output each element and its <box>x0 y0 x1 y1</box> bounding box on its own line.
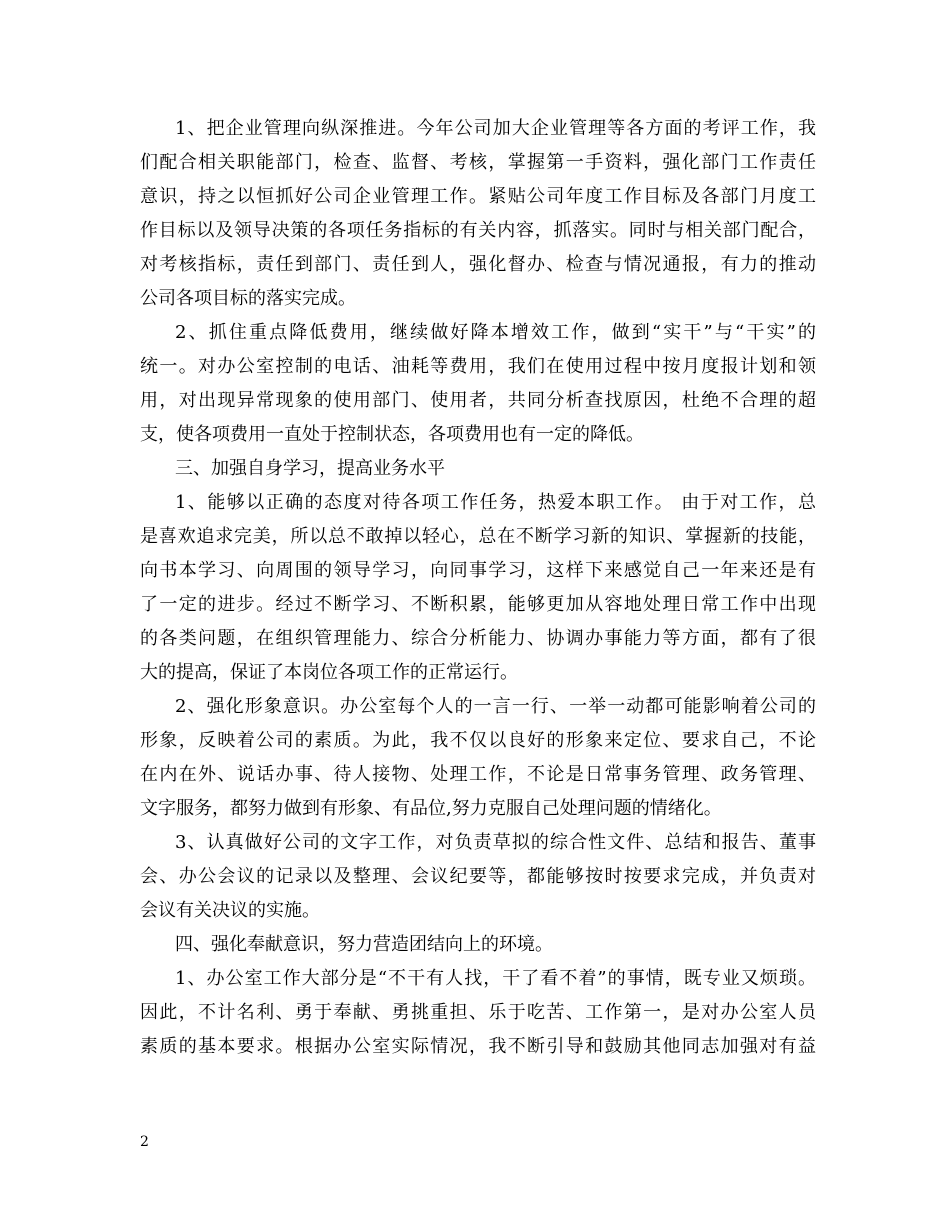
text-line: 会、办公会议的记录以及整理、会议纪要等，都能够按时按要求完成，并负责对 <box>140 866 816 887</box>
text-line: 2、强化形象意识。办公室每个人的一言一行、一举一动都可能影响着公司的 <box>175 696 816 717</box>
text-line: 3、认真做好公司的文字工作，对负责草拟的综合性文件、总结和报告、董事 <box>175 832 816 853</box>
text-line: 形象，反映着公司的素质。为此，我不仅以良好的形象来定位、要求自己，不论 <box>140 730 816 751</box>
text-line: 1、把企业管理向纵深推进。今年公司加大企业管理等各方面的考评工作，我 <box>175 118 816 139</box>
text-line: 向书本学习、向周围的领导学习，向同事学习，这样下来感觉自己一年来还是有 <box>140 560 816 581</box>
text-line: 意识，持之以恒抓好公司企业管理工作。紧贴公司年度工作目标及各部门月度工 <box>140 186 816 207</box>
section-heading: 三、加强自身学习，提高业务水平 <box>175 458 445 479</box>
text-line: 用，对出现异常现象的使用部门、使用者，共同分析查找原因，杜绝不合理的超 <box>140 390 816 411</box>
text-line: 在内在外、说话办事、待人接物、处理工作，不论是日常事务管理、政务管理、 <box>140 764 816 785</box>
text-line: 1、能够以正确的态度对待各项工作任务，热爱本职工作。 由于对工作，总 <box>175 492 816 513</box>
text-line: 素质的基本要求。根据办公室实际情况，我不断引导和鼓励其他同志加强对有益 <box>140 1036 816 1057</box>
text-line: 统一。对办公室控制的电话、油耗等费用，我们在使用过程中按月度报计划和领 <box>140 356 816 377</box>
text-line: 文字服务，都努力做到有形象、有品位,努力克服自己处理问题的情绪化。 <box>140 798 722 819</box>
text-line: 了一定的进步。经过不断学习、不断积累，能够更加从容地处理日常工作中出现 <box>140 594 816 615</box>
text-line: 公司各项目标的落实完成。 <box>140 288 356 309</box>
document-body <box>140 112 816 1064</box>
text-line: 的各类问题，在组织管理能力、综合分析能力、协调办事能力等方面，都有了很 <box>140 628 816 649</box>
section-heading: 四、强化奉献意识，努力营造团结向上的环境。 <box>175 934 553 955</box>
text-line: 是喜欢追求完美，所以总不敢掉以轻心，总在不断学习新的知识、掌握新的技能， <box>140 526 816 547</box>
text-line: 支，使各项费用一直处于控制状态，各项费用也有一定的降低。 <box>140 424 644 445</box>
text-line: 们配合相关职能部门，检查、监督、考核，掌握第一手资料，强化部门工作责任 <box>140 152 816 173</box>
text-line: 1、办公室工作大部分是“不干有人找，干了看不着”的事情，既专业又烦琐。 <box>175 968 816 989</box>
text-line: 2、抓住重点降低费用，继续做好降本增效工作，做到“实干”与“干实”的 <box>175 322 816 343</box>
text-line: 会议有关决议的实施。 <box>140 900 320 921</box>
text-line: 大的提高，保证了本岗位各项工作的正常运行。 <box>140 662 518 683</box>
text-line: 对考核指标，责任到部门、责任到人，强化督办、检查与情况通报，有力的推动 <box>140 254 816 275</box>
text-line: 因此，不计名利、勇于奉献、勇挑重担、乐于吃苦、工作第一，是对办公室人员 <box>140 1002 816 1023</box>
page-number: 2 <box>140 1134 149 1150</box>
text-line: 作目标以及领导决策的各项任务指标的有关内容，抓落实。同时与相关部门配合， <box>140 220 816 241</box>
